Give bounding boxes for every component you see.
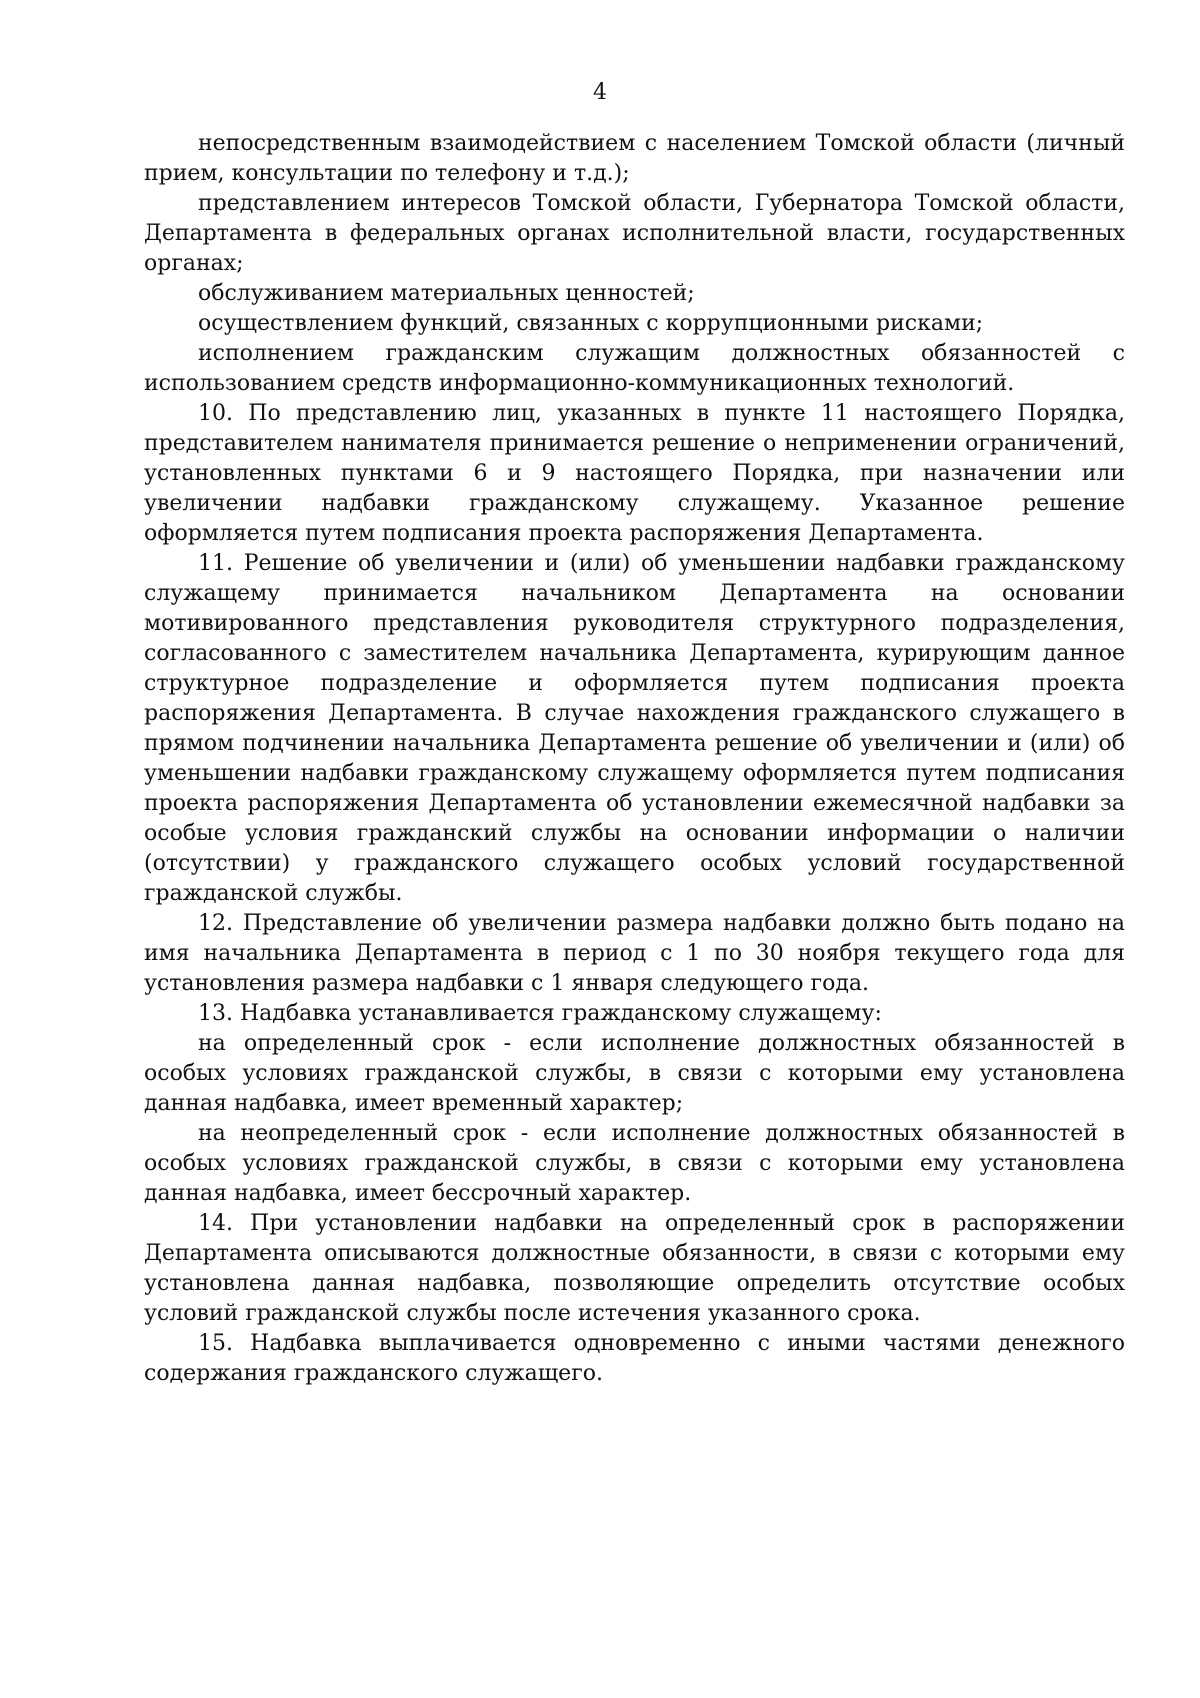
paragraph: осуществлением функций, связанных с коррупционными рисками; [198,311,984,336]
paragraph: 15. Надбавка выплачивается одновременно с иными частями денежного содержания гражданского служащего. [144,1331,1125,1386]
paragraph: обслуживанием материальных ценностей; [198,281,695,306]
paragraph: на определенный срок - если исполнение должностных обязанностей в особых условиях гражданской службы, в связи с которыми ему установлена данная надбавка, имеет временный характер; [144,1031,1125,1116]
paragraph: непосредственным взаимодействием с населением Томской области (личный прием, консультации по телефону и т.д.); [144,131,1125,186]
paragraph: представлением интересов Томской области, Губернатора Томской области, Департамента в федеральных органах исполнительной власти, государственных органах; [144,191,1125,276]
page-number: 4 [593,80,607,105]
paragraph: на неопределенный срок - если исполнение должностных обязанностей в особых условиях гражданской службы, в связи с которыми ему установлена данная надбавка, имеет бессрочный характер. [144,1121,1125,1206]
document-body [144,129,1125,1389]
paragraph: 10. По представлению лиц, указанных в пункте 11 настоящего Порядка, представителем нанимателя принимается решение о неприменении ограничений, установленных пунктами 6 и 9 настоящего Порядка, при назначении или увеличении надбавки гражданскому служащему. Указанное решение оформляется путем подписания проекта распоряжения Департамента. [144,401,1125,546]
paragraph: 14. При установлении надбавки на определенный срок в распоряжении Департамента описываются должностные обязанности, в связи с которыми ему установлена данная надбавка, позволяющие определить отсутствие особых условий гражданской службы после истечения указанного срока. [144,1211,1125,1326]
paragraph: 13. Надбавка устанавливается гражданскому служащему: [198,1001,882,1026]
paragraph: 12. Представление об увеличении размера надбавки должно быть подано на имя начальника Департамента в период с 1 по 30 ноября текущего года для установления размера надбавки с 1 января следующего года. [144,911,1125,996]
paragraph: исполнением гражданским служащим должностных обязанностей с использованием средств информационно-коммуникационных технологий. [144,341,1125,396]
paragraph: 11. Решение об увеличении и (или) об уменьшении надбавки гражданскому служащему принимается начальником Департамента на основании мотивированного представления руководителя структурного подразделения, согласованного с заместителем начальника Департамента, курирующим данное структурное подразделение и оформляется путем подписания проекта распоряжения Департамента. В случае нахождения гражданского служащего в прямом подчинении начальника Департамента решение об увеличении и (или) об уменьшении надбавки гражданскому служащему оформляется путем подписания проекта распоряжения Департамента об установлении ежемесячной надбавки за особые условия гражданский службы на основании информации о наличии (отсутствии) у гражданского служащего особых условий государственной гражданской службы. [144,551,1125,906]
